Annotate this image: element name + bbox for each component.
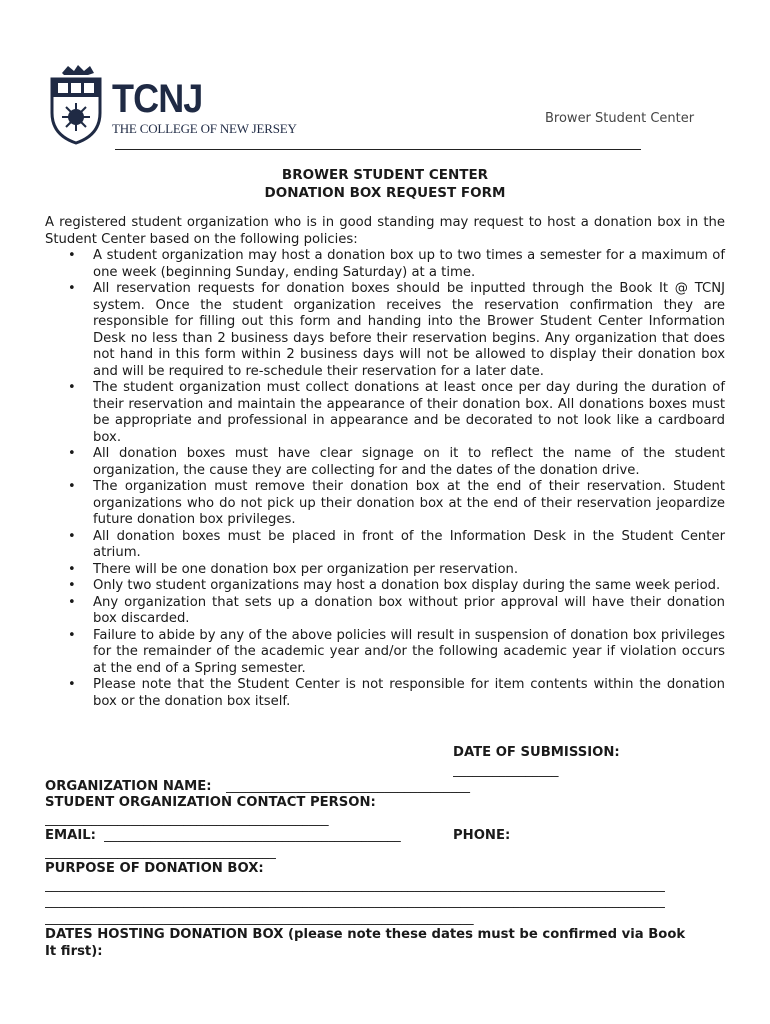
- header-divider: [115, 149, 641, 150]
- bullet-icon: •: [68, 677, 76, 692]
- policy-text: There will be one donation box per organization per reservation.: [93, 561, 519, 577]
- policy-text: Only two student organizations may host a donation box display during the same week period.: [93, 578, 721, 593]
- policy-text: Please note that the Student Center is not responsible for item contents within the donation box or the donation box itself.: [93, 677, 725, 709]
- email-field[interactable]: _____________________________________________: [104, 828, 401, 843]
- policy-item: [65, 446, 725, 479]
- email-label: EMAIL:: [45, 828, 96, 843]
- header-center-name: Brower Student Center: [545, 111, 695, 126]
- policy-text: Any organization that sets up a donation box without prior approval will have their donation box discarded.: [93, 594, 725, 626]
- dates-hosting-label: DATES HOSTING DONATION BOX (please note these dates must be confirmed via Book: [45, 927, 686, 942]
- form-title-line1: BROWER STUDENT CENTER: [281, 167, 489, 183]
- policy-item: [65, 628, 725, 678]
- bullet-icon: •: [68, 248, 76, 263]
- phone-label: PHONE:: [453, 828, 511, 843]
- bullet-icon: •: [68, 380, 76, 395]
- policy-text: The student organization must collect donations at least once per day during the duration of their reservation and maintain the appearance of their donation box. All donations boxes must be appropriate and professional in appearance and be decorated to not look like a cardboard box.: [93, 380, 725, 445]
- policy-text: Failure to abide by any of the above policies will result in suspension of donation box privileges for the remainder of the academic year and/or the following academic year if violation occurs at the end of a Spring semester.: [93, 627, 725, 676]
- bullet-icon: •: [68, 594, 76, 610]
- policy-item: [65, 595, 725, 628]
- bullet-icon: •: [68, 578, 76, 593]
- policy-list: [65, 248, 725, 710]
- bullet-icon: •: [68, 627, 76, 643]
- policy-text: All donation boxes must have clear signage on it to reflect the name of the student organization, the cause they are collecting for and the dates of the donation drive.: [93, 446, 725, 478]
- policy-item: [65, 479, 725, 529]
- policy-text: All reservation requests for donation boxes should be inputted through the Book It @ TCNJ system. Once the student organization receives the reservation confirmation they are responsible for filling out this form and handing into the Brower Student Center Information Desk no less than 2 business days before their reservation begins. Any organization that does not hand in this form within 2 business days will not be allowed to display their donation box and will be required to re-schedule their reservation for a later date.: [93, 281, 725, 379]
- bullet-icon: •: [68, 446, 76, 461]
- policy-item: [65, 248, 725, 281]
- intro-paragraph: A registered student organization who is in good standing may request to host a donation box in the Student Center based on the following policies:: [45, 215, 725, 247]
- policy-item: [65, 380, 725, 446]
- policy-item: [65, 562, 725, 579]
- bullet-icon: •: [68, 281, 76, 296]
- purpose-field-line[interactable]: _________________________________________________________________: [45, 911, 474, 926]
- organization-name-field[interactable]: _____________________________________: [226, 779, 470, 794]
- purpose-field-line[interactable]: ______________________________________________________________________________________________: [45, 878, 665, 893]
- organization-name-label: ORGANIZATION NAME:: [45, 779, 212, 794]
- date-of-submission-field[interactable]: ________________: [453, 763, 559, 778]
- bullet-icon: •: [68, 479, 76, 494]
- phone-field[interactable]: ___________________________________: [45, 845, 276, 860]
- contact-person-label: STUDENT ORGANIZATION CONTACT PERSON:: [45, 795, 376, 810]
- purpose-field-line[interactable]: ______________________________________________________________________________________________: [45, 894, 665, 909]
- policy-item: [65, 281, 725, 380]
- policy-text: All donation boxes must be placed in front of the Information Desk in the Student Center atrium.: [93, 528, 725, 560]
- tcnj-logo: [48, 63, 297, 147]
- policy-item: [65, 529, 725, 562]
- logo-subtitle: THE COLLEGE OF NEW JERSEY: [112, 121, 297, 136]
- policy-text: The organization must remove their donation box at the end of their reservation. Student organizations who do not pick up their donation box at the end of their reservation jeopardize future donation box privileges.: [93, 479, 725, 527]
- bullet-icon: •: [68, 561, 76, 577]
- bullet-icon: •: [68, 528, 76, 544]
- purpose-label: PURPOSE OF DONATION BOX:: [45, 861, 264, 876]
- dates-hosting-label-cont: It first):: [45, 944, 103, 959]
- policy-item: [65, 677, 725, 710]
- contact-person-field[interactable]: ___________________________________________: [45, 812, 329, 827]
- policy-text: A student organization may host a donation box up to two times a semester for a maximum of one week (beginning Sunday, ending Saturday) at a time.: [93, 248, 725, 280]
- policy-item: [65, 578, 725, 595]
- tcnj-shield-icon: [48, 63, 104, 145]
- form-title-line2: DONATION BOX REQUEST FORM: [264, 185, 506, 201]
- date-of-submission-label: DATE OF SUBMISSION:: [453, 745, 620, 760]
- logo-wordmark: TCNJ: [112, 77, 203, 121]
